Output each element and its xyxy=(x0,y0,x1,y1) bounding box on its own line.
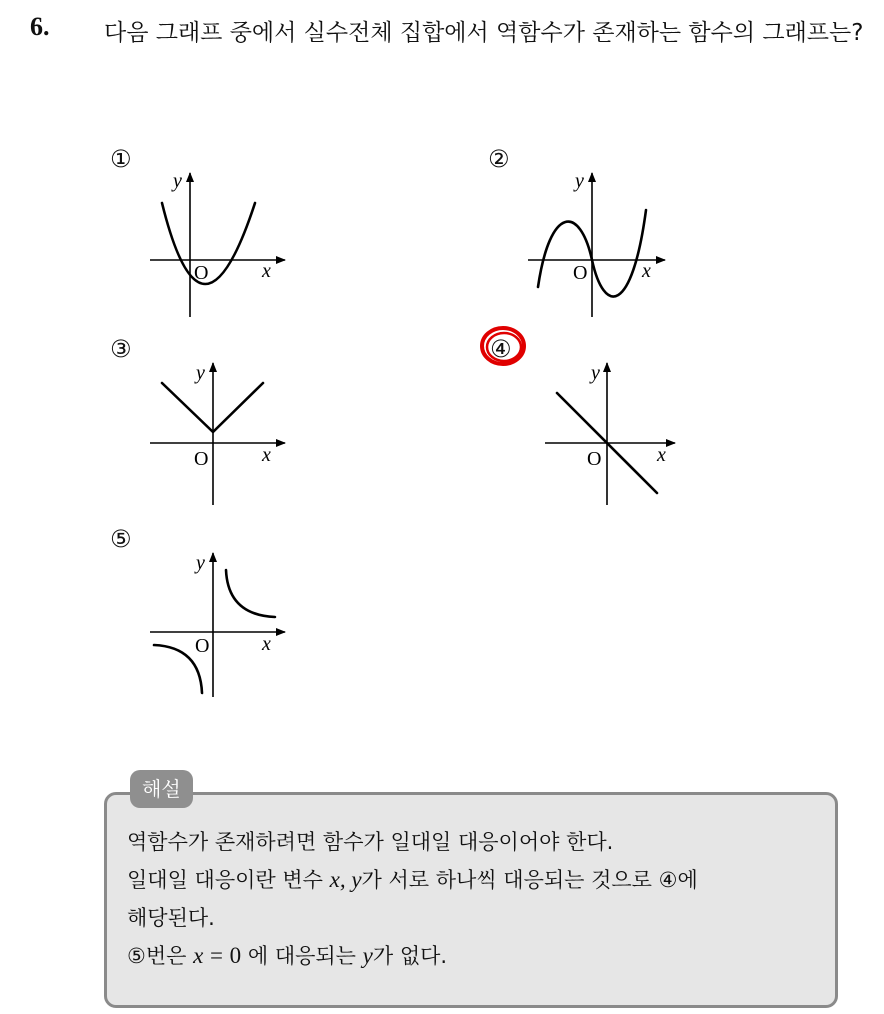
parabola-curve xyxy=(162,203,255,284)
solution-line-2 xyxy=(127,861,819,899)
option-5-label[interactable]: ⑤ xyxy=(110,525,132,553)
solution-text-span: 가 서로 하나씩 대응되는 것으로 xyxy=(361,868,652,892)
solution-text xyxy=(127,823,819,975)
option-1-graph[interactable] xyxy=(140,165,300,325)
option-2-label[interactable]: ② xyxy=(488,145,510,173)
origin-label: O xyxy=(194,262,209,284)
option-5-graph[interactable] xyxy=(140,545,300,705)
x-axis-label: x xyxy=(642,260,651,282)
y-axis-label: y xyxy=(196,552,205,574)
y-axis-label: y xyxy=(575,170,584,192)
origin-label: O xyxy=(573,262,588,284)
x-axis-label: x xyxy=(657,444,666,466)
solution-text-span: 번은 xyxy=(145,944,187,968)
question-number: 6. xyxy=(30,12,50,41)
x-axis-label: x xyxy=(262,444,271,466)
solution-text-span: 일대일 대응이란 변수 xyxy=(127,868,323,892)
solution-text-span: 에 xyxy=(677,868,698,892)
math-equals: = xyxy=(210,943,223,968)
hyperbola-upper-branch xyxy=(226,570,275,617)
solution-line-1: 역함수가 존재하려면 함수가 일대일 대응이어야 한다. xyxy=(127,830,614,854)
math-zero: 0 xyxy=(229,943,242,968)
math-variables: x, y xyxy=(329,867,362,892)
math-variable-y: y xyxy=(362,943,373,968)
x-axis-label: x xyxy=(262,260,271,282)
y-axis-label: y xyxy=(173,170,182,192)
y-axis-label: y xyxy=(196,362,205,384)
option-2-graph[interactable] xyxy=(520,165,680,325)
option-3-graph[interactable] xyxy=(140,355,300,515)
option-4-label[interactable]: ④ xyxy=(490,335,512,363)
option-1-label[interactable]: ① xyxy=(110,145,132,173)
question-text: 다음 그래프 중에서 실수전체 집합에서 역함수가 존재하는 함수의 그래프는? xyxy=(104,20,864,46)
y-axis-label: y xyxy=(591,362,600,384)
option-reference: ⑤ xyxy=(127,944,146,968)
solution-line-3: 해당된다. xyxy=(127,906,215,930)
solution-text-span: 가 없다. xyxy=(372,944,448,968)
origin-label: O xyxy=(195,635,210,657)
option-3-label[interactable]: ③ xyxy=(110,335,132,363)
answer-reference: ④ xyxy=(658,868,678,892)
option-4-graph[interactable] xyxy=(535,355,695,515)
solution-line-4 xyxy=(127,937,819,975)
solution-box xyxy=(104,792,838,1008)
solution-text-span: 에 대응되는 xyxy=(247,944,356,968)
origin-label: O xyxy=(587,448,602,470)
origin-label: O xyxy=(194,448,209,470)
x-axis-label: x xyxy=(262,633,271,655)
math-variable-x: x xyxy=(193,943,204,968)
solution-tab: 해설 xyxy=(130,770,193,808)
